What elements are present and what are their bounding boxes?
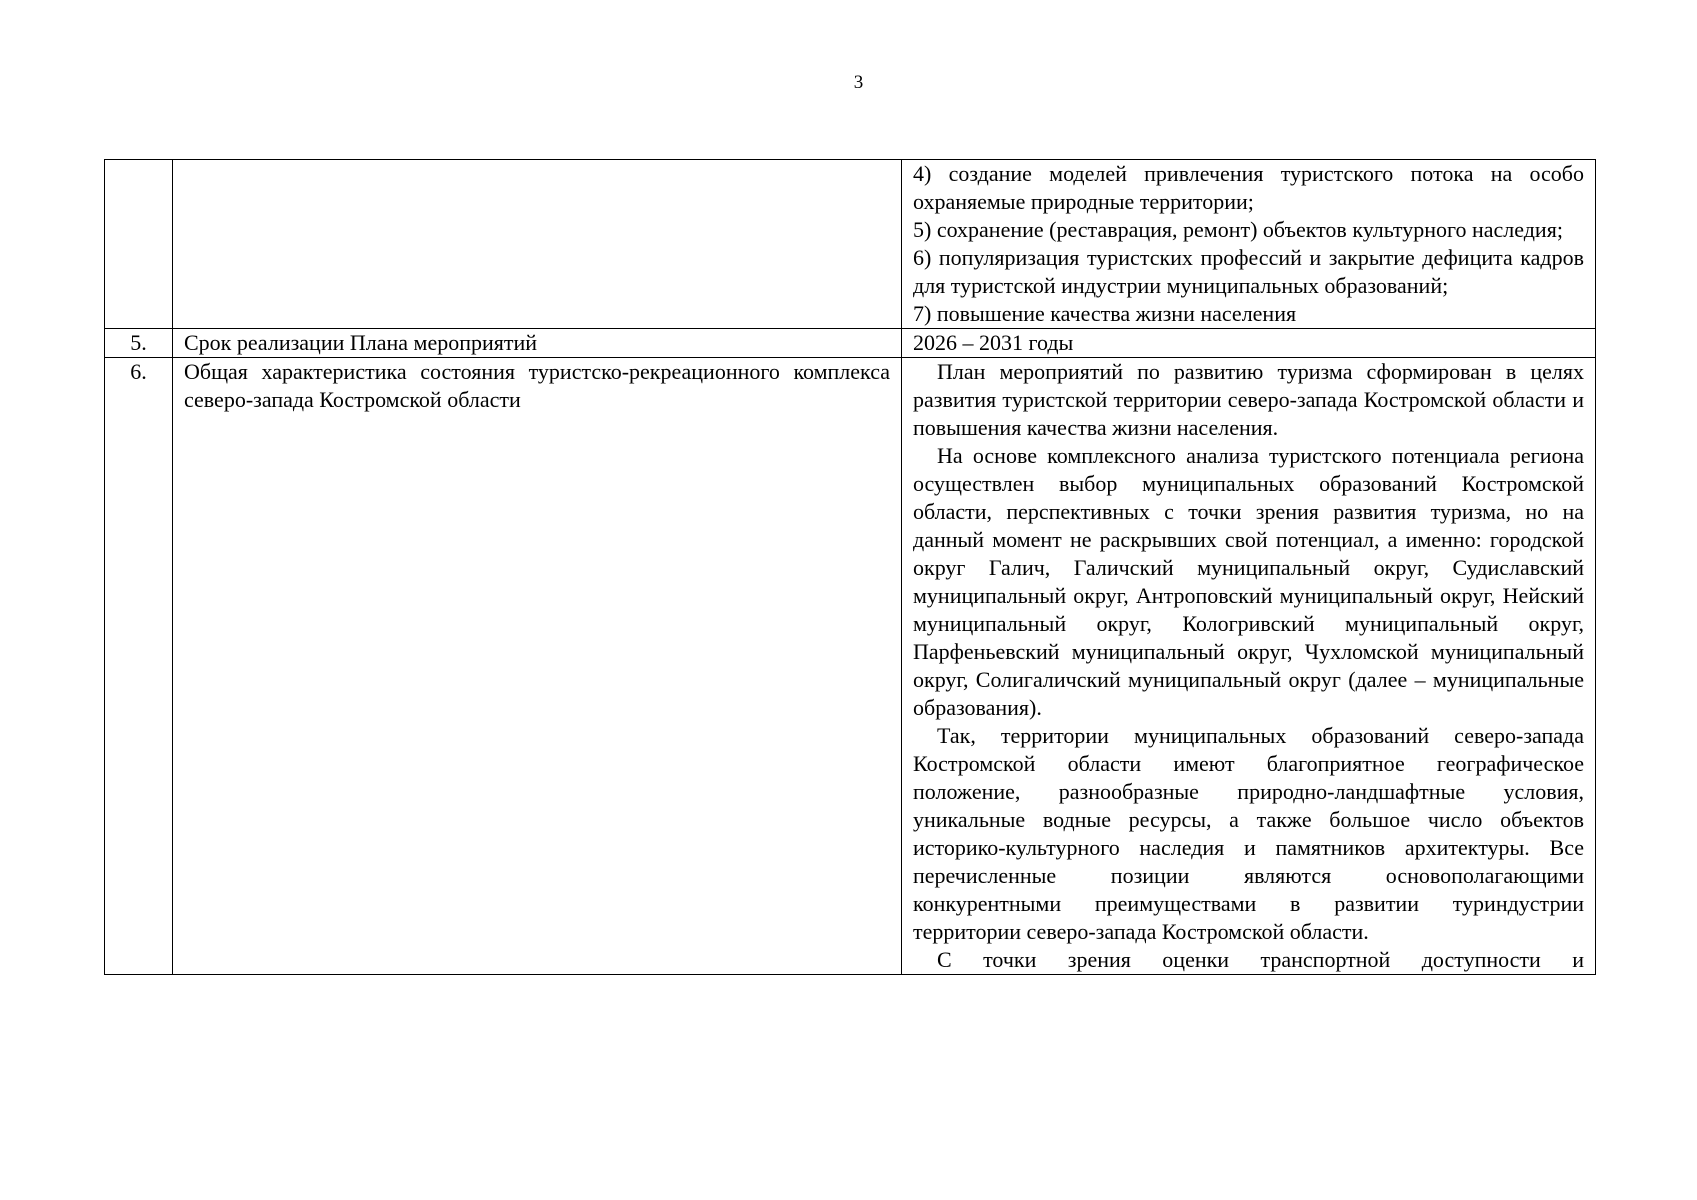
row-number-cell: 6. (105, 358, 173, 975)
row-content-cell (902, 160, 1596, 329)
row-label-cell: Общая характеристика состояния туристско-рекреационного комплекса северо-запада Костромской области (173, 358, 902, 975)
table-row-term (105, 329, 1596, 358)
content-item: 7) повышение качества жизни населения (913, 301, 1297, 326)
row-label-cell (173, 160, 902, 329)
row-content-cell (902, 358, 1596, 975)
table-row-continued (105, 160, 1596, 329)
content-item: 4) создание моделей привлечения туристского потока на особо охраняемые природные территории; (913, 161, 1584, 214)
row-number-cell: 5. (105, 329, 173, 358)
plan-table (104, 159, 1596, 975)
row-label-cell: Срок реализации Плана мероприятий (173, 329, 902, 358)
content-item: 2026 – 2031 годы (913, 330, 1074, 355)
row-content-cell (902, 329, 1596, 358)
content-item: 6) популяризация туристских профессий и закрытие дефицита кадров для туристской индустрии муниципальных образований; (913, 245, 1584, 298)
content-paragraph: Так, территории муниципальных образований северо-запада Костромской области имеют благоприятное географическое положение, разнообразные природно-ландшафтные условия, уникальные водные ресурсы, а также большое число объектов историко-культурного наследия и памятников архитектуры. Все перечисленные позиции являются основополагающими конкурентными преимуществами в развитии туриндустрии территории северо-запада Костромской области. (913, 723, 1584, 944)
row-number-cell (105, 160, 173, 329)
content-paragraph: С точки зрения оценки транспортной доступности и (937, 947, 1584, 972)
content-paragraph: На основе комплексного анализа туристского потенциала региона осуществлен выбор муниципальных образований Костромской области, перспективных с точки зрения развития туризма, но на данный момент не раскрывших свой потенциал, а именно: городской округ Галич, Галичский муниципальный округ, Судиславский муниципальный округ, Антроповский муниципальный округ, Нейский муниципальный округ, Кологривский муниципальный округ, Парфеньевский муниципальный округ, Чухломской муниципальный округ, Солигаличский муниципальный округ (далее – муниципальные образования). (913, 443, 1584, 720)
content-item: 5) сохранение (реставрация, ремонт) объектов культурного наследия; (913, 217, 1563, 242)
content-paragraph: План мероприятий по развитию туризма сформирован в целях развития туристской территории северо-запада Костромской области и повышения качества жизни населения. (913, 359, 1584, 440)
page-number: 3 (853, 72, 864, 93)
table-row-characteristics (105, 358, 1596, 975)
